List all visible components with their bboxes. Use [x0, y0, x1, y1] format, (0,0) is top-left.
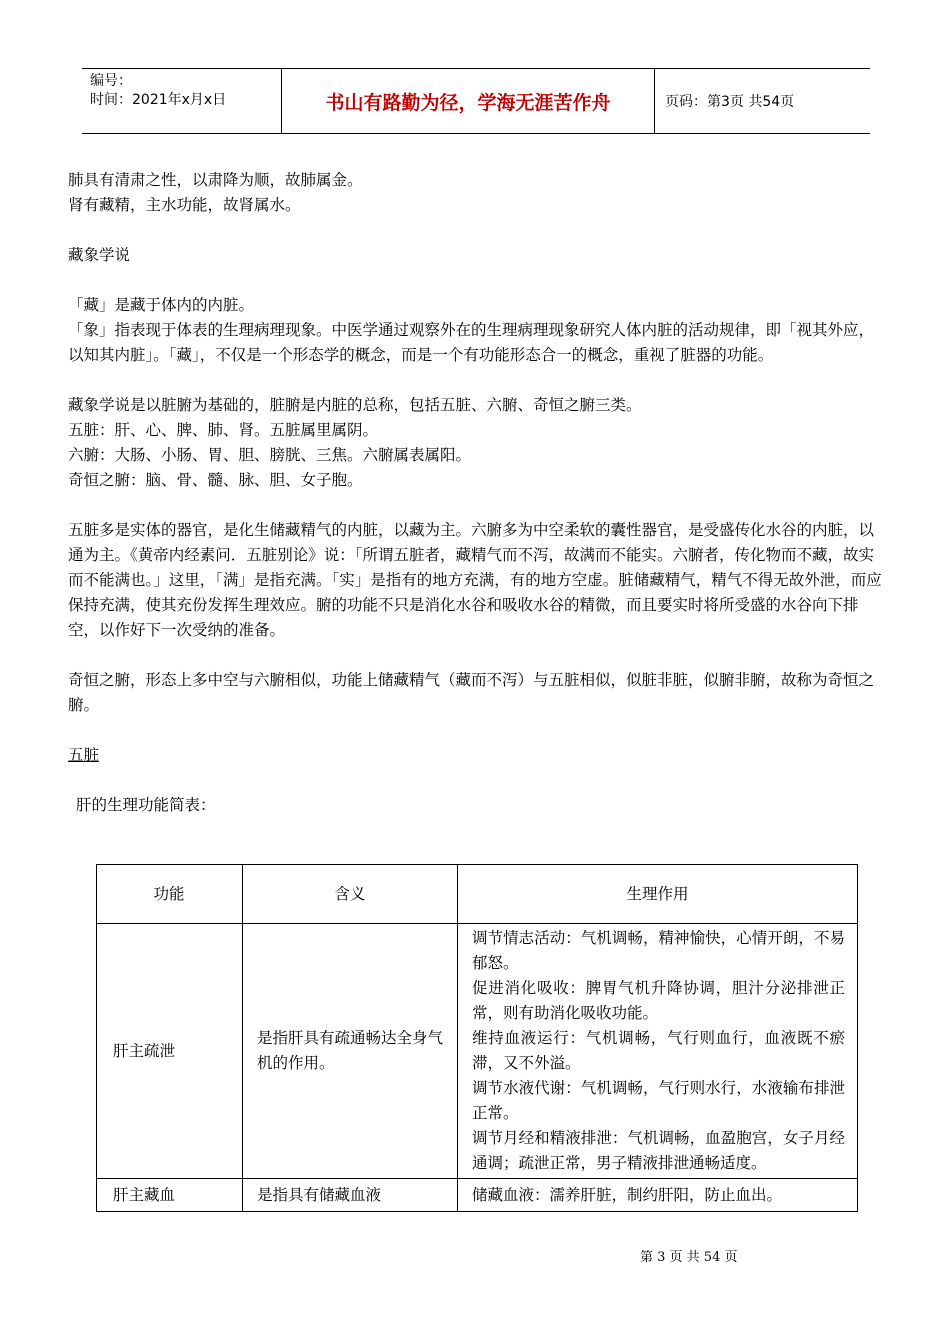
date-label: 时间：2021年x月x日: [90, 92, 227, 108]
paragraph: 藏象学说是以脏腑为基础的，脏腑是内脏的总称，包括五脏、六腑、奇恒之腑三类。: [68, 396, 642, 414]
paragraph: 奇恒之腑，形态上多中空与六腑相似，功能上储藏精气（藏而不泻）与五脏相似，似脏非脏，似腑非腑，故称为奇恒之腑。: [68, 671, 875, 714]
cell-effects: [458, 924, 858, 1179]
effect-item: 调节水液代谢：气机调畅，气行则水行，水液输布排泄正常。: [472, 1079, 845, 1122]
cell-function: 肝主藏血: [97, 1179, 243, 1212]
section-link-wuzang[interactable]: 五脏: [68, 746, 100, 764]
paragraph: 「藏」是藏于体内的内脏。: [68, 296, 255, 314]
paragraph: 五脏：肝、心、脾、肺、肾。五脏属里属阴。: [68, 421, 379, 439]
table-caption: 肝的生理功能简表：: [76, 796, 216, 814]
page-footer: 第 3 页 共 54 页: [640, 1250, 738, 1265]
header-function: 功能: [97, 865, 243, 924]
table-header-row: [97, 865, 858, 924]
paragraph: 六腑：大肠、小肠、胃、胆、膀胱、三焦。六腑属表属阳。: [68, 446, 472, 464]
paragraph: 五脏多是实体的器官，是化生储藏精气的内脏，以藏为主。六腑多为中空柔软的囊性器官，是受盛传化水谷的内脏，以通为主。《黄帝内经素问．五脏别论》说：「所谓五脏者，藏精气而不泻，故满而不能实。六腑者，传化物而不藏，故实而不能满也。」这里，「满」是指充满。「实」是指有的地方充满，有的地方空虚。脏储藏精气，精气不得无故外泄，而应保持充满，使其充份发挥生理效应。腑的功能不只是消化水谷和吸收水谷的精微，而且要实时将所受盛的水谷向下排空，以作好下一次受纳的准备。: [68, 521, 882, 639]
table-row: [97, 924, 858, 1179]
effect-item: 调节月经和精液排泄：气机调畅，血盈胞宫，女子月经通调；疏泄正常，男子精液排泄通畅适度。: [472, 1129, 845, 1172]
header-meaning: 含义: [243, 865, 458, 924]
document-body: [68, 168, 884, 818]
cell-meaning: 是指肝具有疏通畅达全身气机的作用。: [243, 924, 458, 1179]
header-effect: 生理作用: [458, 865, 858, 924]
header-motto: 书山有路勤为径，学海无涯苦作舟: [282, 69, 655, 133]
page-header: [82, 68, 870, 134]
effect-item: 调节情志活动：气机调畅，精神愉快，心情开朗，不易郁怒。: [472, 929, 845, 972]
table-row: [97, 1179, 858, 1212]
effect-item: 促进消化吸收：脾胃气机升降协调，胆汁分泌排泄正常，则有助消化吸收功能。: [472, 979, 845, 1022]
paragraph: 「象」指表现于体表的生理病理现象。中医学通过观察外在的生理病理现象研究人体内脏的活动规律，即「视其外应，以知其内脏」。「藏」，不仅是一个形态学的概念，而是一个有功能形态合一的概念，重视了脏器的功能。: [68, 321, 875, 364]
effect-item: 维持血液运行：气机调畅，气行则血行，血液既不瘀滞，又不外溢。: [472, 1029, 845, 1072]
cell-effect: 储藏血液：濡养肝脏，制约肝阳，防止血出。: [458, 1179, 858, 1212]
cell-meaning: 是指具有储藏血液: [243, 1179, 458, 1212]
liver-function-table: [96, 864, 858, 1212]
cell-function: 肝主疏泄: [97, 924, 243, 1179]
paragraph: 肾有藏精，主水功能，故肾属水。: [68, 196, 301, 214]
number-label: 编号：: [90, 73, 132, 89]
paragraph: 奇恒之腑：脑、骨、髓、脉、胆、女子胞。: [68, 471, 363, 489]
header-page-number: 页码：第3页 共54页: [665, 94, 795, 110]
paragraph: 肺具有清肃之性，以肃降为顺，故肺属金。: [68, 171, 363, 189]
section-heading: 藏象学说: [68, 246, 131, 264]
header-meta: [82, 69, 282, 133]
